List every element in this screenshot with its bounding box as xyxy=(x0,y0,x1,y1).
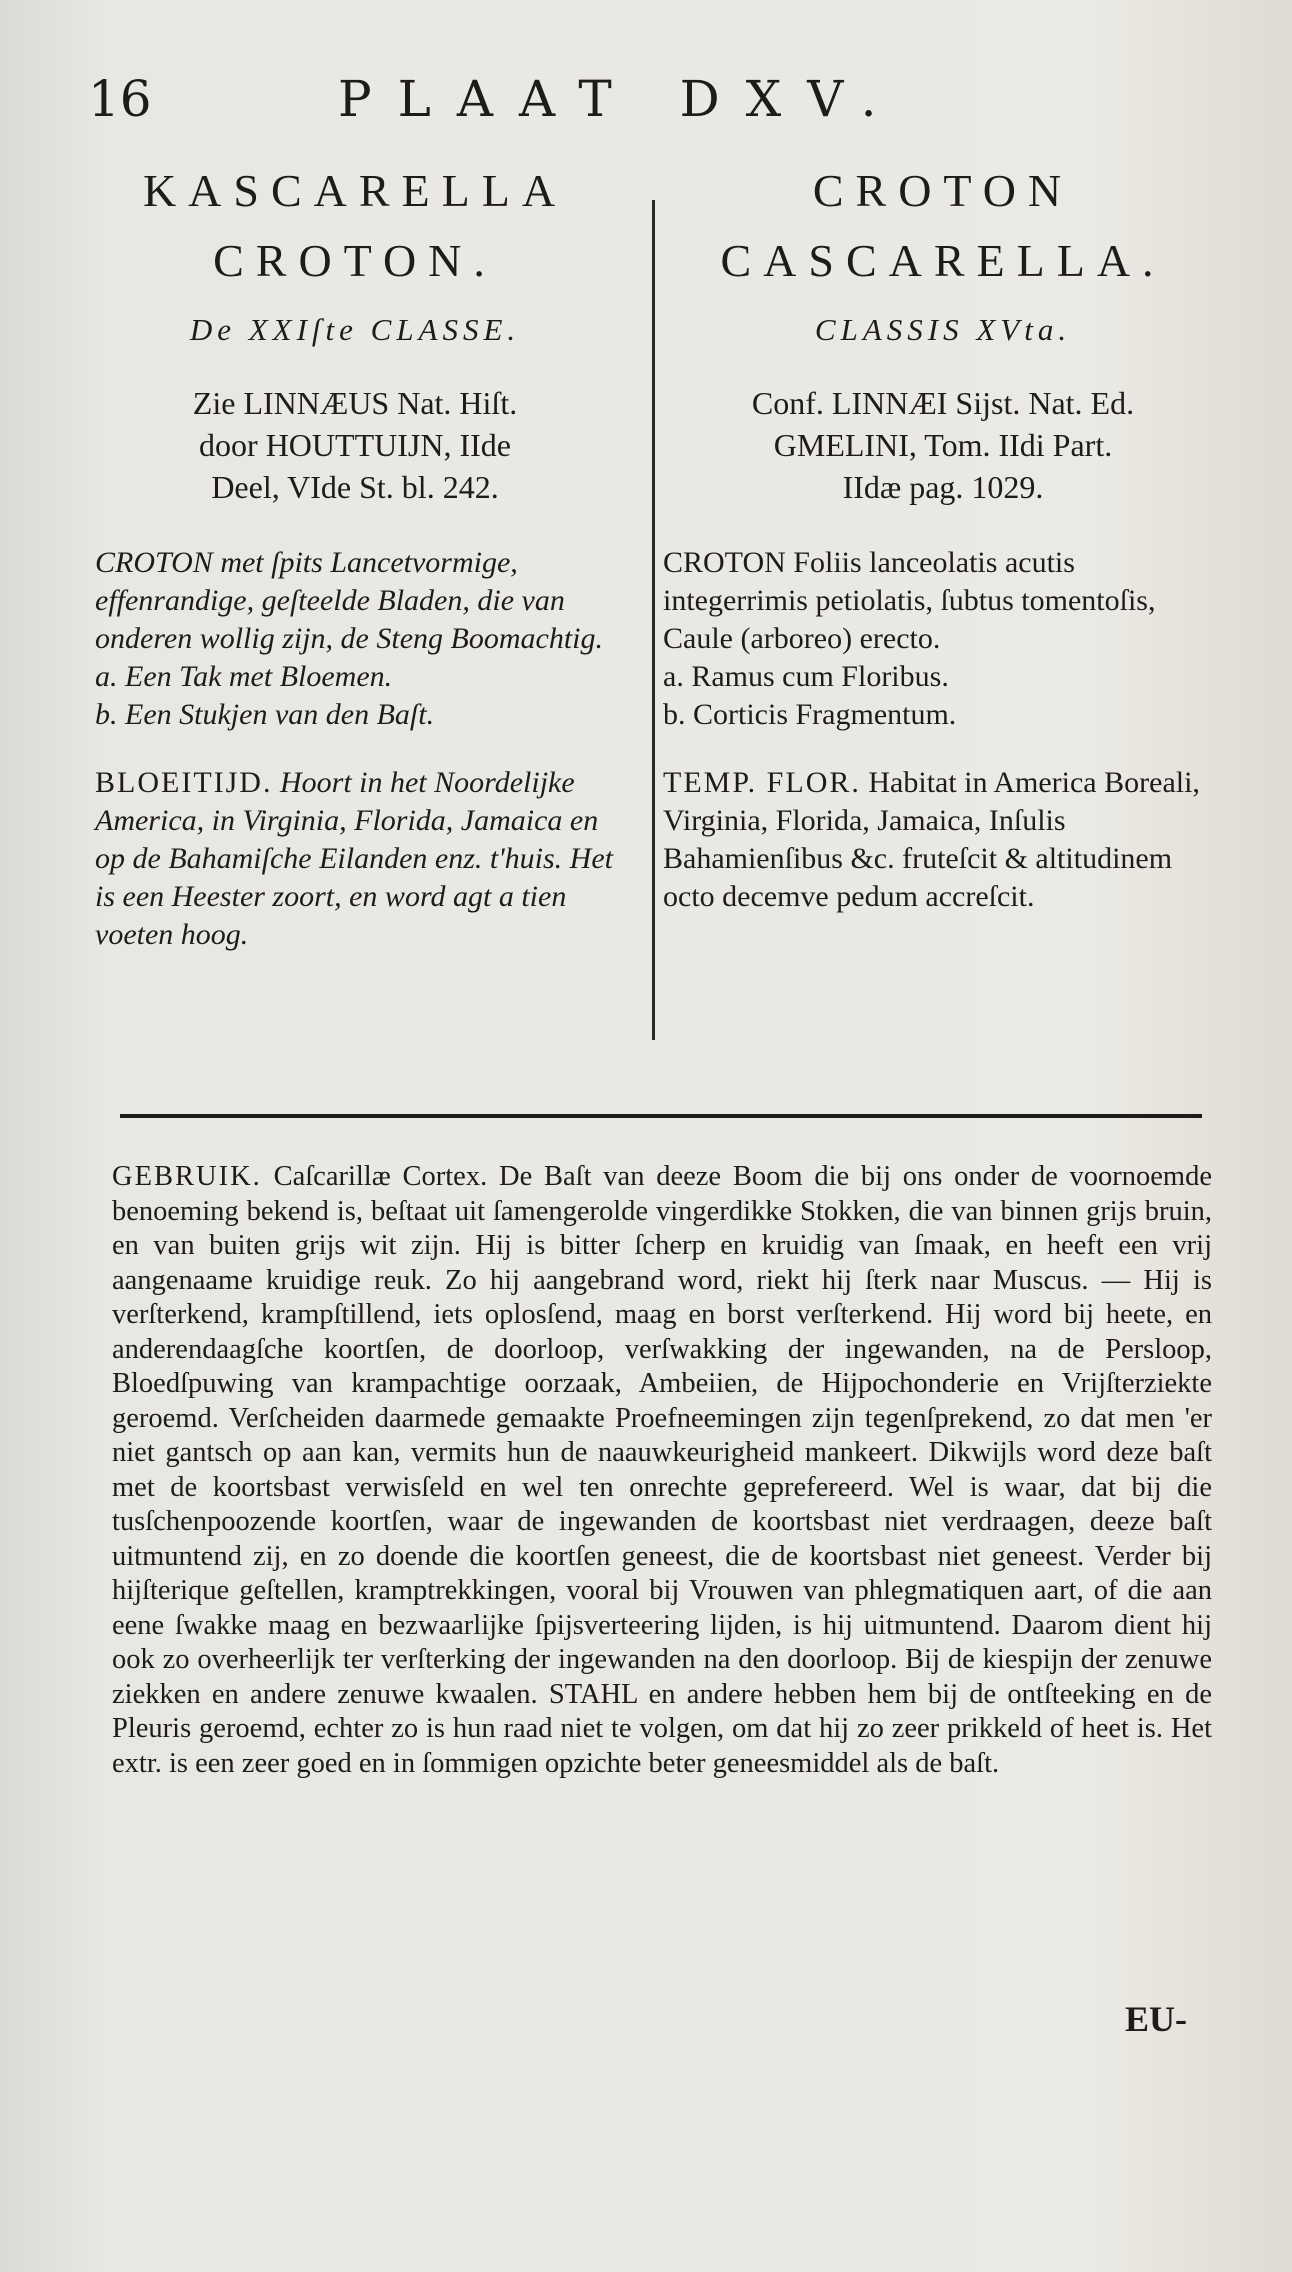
latin-ref-line: Conf. LINNÆI Sijst. Nat. Ed. xyxy=(751,385,1135,421)
latin-item-b: b. Corticis Fragmentum. xyxy=(663,698,957,731)
flowering-text: Hoort in het Noordelijke America, in Virginia, Florida, Jamaica en op de Bahamiſche Eilanden enz. t'huis. Het is een Heester zoort, en word agt a tien voeten hoog. xyxy=(95,766,613,951)
latin-class-line: CLASSIS XVta. xyxy=(814,312,1072,347)
page-header xyxy=(88,70,1228,140)
latin-ref-line: GMELINI, Tom. IIdi Part. xyxy=(773,427,1113,463)
dutch-reference xyxy=(95,382,615,508)
latin-title-2: CASCARELLA. xyxy=(720,235,1166,286)
latin-description: CROTON Foliis lanceolatis acutis integerrimis petiolatis, ſubtus tomentoſis, Caule (arboreo) erecto. xyxy=(663,546,1156,655)
dutch-flowering xyxy=(95,764,615,954)
plate-heading: PLAAT DXV. xyxy=(338,70,903,128)
latin-title-1: CROTON xyxy=(812,165,1074,216)
dutch-item-a: a. Een Tak met Bloemen. xyxy=(95,660,393,693)
usage-label: GEBRUIK. xyxy=(112,1161,262,1192)
dutch-ref-line: Deel, VIde St. bl. 242. xyxy=(211,469,499,505)
catchword: EU- xyxy=(1125,1999,1187,2039)
column-divider xyxy=(652,200,655,1040)
flowering-label: BLOEITIJD. xyxy=(95,766,273,799)
temp-flor-label: TEMP. FLOR. xyxy=(663,766,861,799)
temp-flor-text: Habitat in America Boreali, Virginia, Florida, Jamaica, Inſulis Bahamienſibus &c. fruteſcit & altitudinem octo decemve pedum accreſcit. xyxy=(663,766,1200,913)
dutch-item-b: b. Een Stukjen van den Baſt. xyxy=(95,698,435,731)
latin-reference xyxy=(663,382,1223,508)
dutch-title-1: KASCARELLA xyxy=(142,165,568,216)
latin-item-a: a. Ramus cum Floribus. xyxy=(663,660,949,693)
section-divider xyxy=(120,1114,1202,1118)
latin-ref-line: IIdæ pag. 1029. xyxy=(842,469,1044,505)
dutch-class-line: De XXIſte CLASSE. xyxy=(189,312,521,347)
dutch-ref-line: door HOUTTUIJN, IIde xyxy=(199,427,511,463)
dutch-column xyxy=(95,160,615,954)
dutch-ref-line: Zie LINNÆUS Nat. Hiſt. xyxy=(192,385,518,421)
dutch-title-2: CROTON. xyxy=(213,235,497,286)
page-number: 16 xyxy=(88,70,152,128)
latin-flowering xyxy=(663,764,1223,916)
latin-column xyxy=(663,160,1223,916)
dutch-description: CROTON met ſpits Lancetvormige, effenrandige, geſteelde Bladen, die van onderen wollig zijn, de Steng Boomachtig. xyxy=(95,546,603,655)
usage-paragraph xyxy=(112,1160,1212,1781)
usage-text: Caſcarillæ Cortex. De Baſt van deeze Boom die bij ons onder de voornoemde benoeming bekend is, beſtaat uit ſamengerolde vingerdikke Stokken, die van binnen grijs bruin, en van buiten grijs wit zijn. Hij is bitter ſcherp en kruidig van ſmaak, en heeft een vrij aangenaame kruidige reuk. Zo hij aangebrand word, riekt hij ſterk naar Muscus. — Hij is verſterkend, krampſtillend, iets oplosſend, maag en borst verſterkend. Hij word bij heete, en anderendaagſche koortſen, de doorloop, verſwakking der ingewanden, na de Persloop, Bloedſpuwing van krampachtige oorzaak, Ambeiien, de Hijpochonderie en Vrijſterziekte geroemd. Verſcheiden daarmede gemaakte Proefneemingen zijn tegenſprekend, zo dat men 'er niet gantsch op aan kan, vermits hun de naauwkeurigheid mankeert. Dikwijls word deze baſt met de koortsbast verwisſeld en wel ten onrechte geprefereerd. Wel is waar, dat bij die tusſchenpoozende koortſen, waar de ingewanden de koortsbast niet verdraagen, deeze baſt uitmuntend zij, en zo doende die koortſen geneest, die de koortsbast niet geneest. Verder bij hijſterique geſtellen, kramptrekkingen, vooral bij Vrouwen van phlegmatiquen aart, of die aan eene ſwakke maag en bezwaarlijke ſpijsverteering lijden, is hij uitmuntend. Daarom dient hij ook zo overheerlijk ter verſterking der ingewanden na den doorloop. Bij de kiespijn der zenuwe ziekken en andere zenuwe kwaalen. STAHL en andere hebben hem bij de ontſteeking en de Pleuris geroemd, echter zo is hun raad niet te volgen, om dat hij zo zeer prikkeld of heet is. Het extr. is een zeer goed en in ſommigen opzichte beter geneesmiddel als de baſt. xyxy=(112,1161,1212,1779)
